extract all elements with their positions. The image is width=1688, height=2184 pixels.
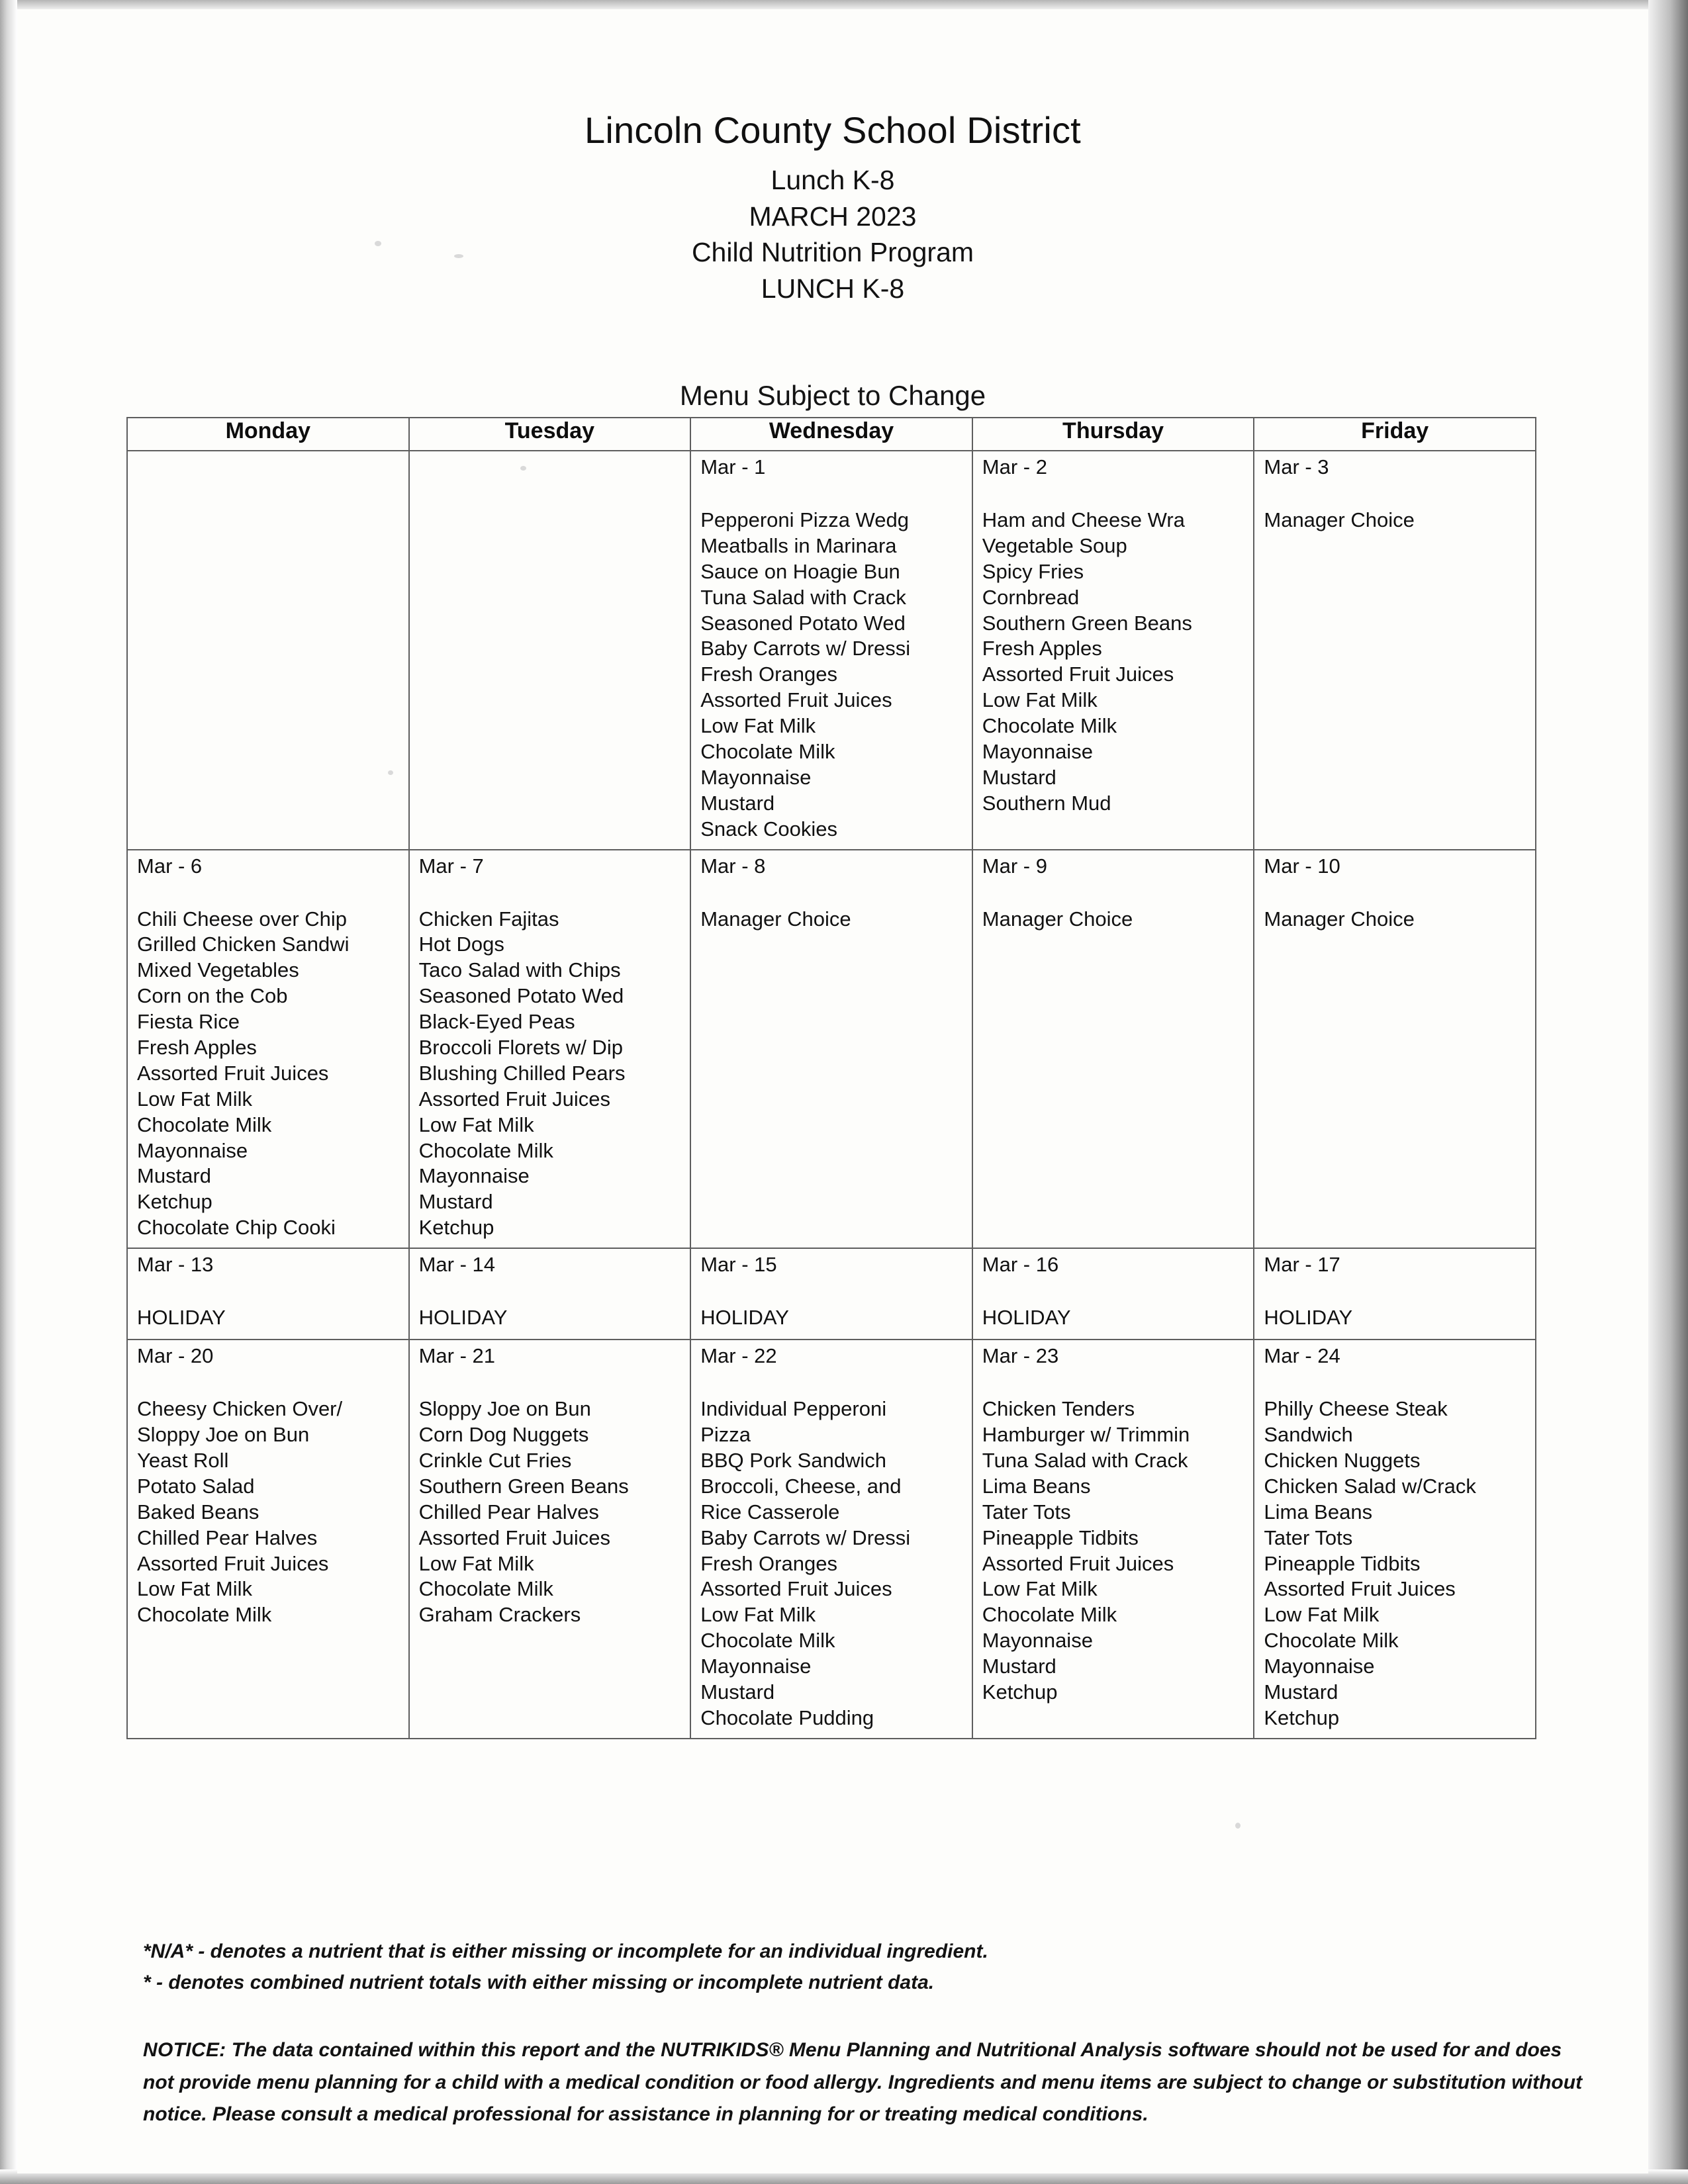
menu-day-date: Mar - 1 — [700, 455, 766, 478]
menu-day-cell — [409, 1248, 691, 1340]
menu-item: Chocolate Milk — [982, 1603, 1117, 1627]
menu-item: Chicken Nuggets — [1264, 1448, 1421, 1472]
menu-item: HOLIDAY — [137, 1306, 226, 1330]
menu-item: Assorted Fruit Juices — [982, 1551, 1174, 1575]
scan-speck — [1235, 1823, 1241, 1829]
menu-day-date: Mar - 13 — [137, 1253, 214, 1277]
menu-item: Chocolate Milk — [418, 1577, 553, 1601]
menu-item: Chocolate Milk — [982, 714, 1117, 738]
menu-day-cell — [409, 1340, 691, 1739]
menu-item: Graham Crackers — [418, 1603, 581, 1627]
menu-item: Spicy Fries — [982, 559, 1084, 583]
menu-item: Low Fat Milk — [982, 688, 1098, 712]
menu-item: Chocolate Milk — [700, 740, 835, 764]
menu-day-cell-inner — [410, 451, 690, 463]
menu-day-date: Mar - 24 — [1264, 1344, 1340, 1368]
menu-item-list — [1264, 1396, 1535, 1731]
menu-item: Chocolate Milk — [700, 1629, 835, 1653]
menu-item: Fresh Apples — [982, 637, 1102, 660]
menu-item-list — [137, 1305, 408, 1331]
menu-item: Assorted Fruit Juices — [418, 1525, 611, 1549]
menu-item-list — [982, 907, 1254, 933]
menu-item: HOLIDAY — [982, 1306, 1071, 1330]
menu-day-date: Mar - 17 — [1264, 1253, 1340, 1277]
menu-item: Mustard — [137, 1164, 211, 1188]
menu-item-list — [982, 508, 1254, 817]
menu-item: Chocolate Milk — [137, 1603, 272, 1627]
menu-item: Ketchup — [418, 1216, 494, 1240]
menu-item: Southern Green Beans — [418, 1474, 629, 1498]
menu-day-date: Mar - 22 — [700, 1344, 777, 1368]
menu-item-list — [137, 907, 408, 1242]
menu-item: Low Fat Milk — [137, 1087, 252, 1111]
paper-surface — [17, 9, 1648, 2173]
menu-item: Chicken Fajitas — [418, 907, 559, 931]
footnote-na: *N/A* - denotes a nutrient that is either missing or incomplete for an individual ingredient. — [143, 1940, 988, 1962]
menu-item: Manager Choice — [1264, 907, 1415, 931]
menu-item: Fresh Apples — [137, 1036, 257, 1060]
menu-day-cell-inner — [1254, 850, 1535, 939]
subtitle-lunch-grade-caps: LUNCH K-8 — [761, 273, 905, 304]
menu-item: Ketchup — [982, 1680, 1058, 1704]
menu-item: Grilled Chicken Sandwi — [137, 933, 350, 956]
menu-item: Chocolate Milk — [1264, 1629, 1399, 1653]
scan-edge-right — [1648, 0, 1688, 2184]
menu-item: Mustard — [418, 1190, 493, 1214]
menu-item: HOLIDAY — [1264, 1306, 1353, 1330]
menu-item: Mayonnaise — [1264, 1655, 1375, 1678]
menu-day-cell-inner — [1254, 1249, 1535, 1338]
menu-item-list — [1264, 1305, 1535, 1331]
menu-item: Mustard — [982, 1655, 1056, 1678]
menu-day-cell — [690, 451, 972, 850]
column-header-monday: Monday — [127, 418, 409, 451]
menu-day-date: Mar - 8 — [700, 854, 766, 878]
menu-item: Low Fat Milk — [418, 1551, 534, 1575]
menu-day-cell-inner — [128, 451, 408, 463]
menu-day-cell — [972, 1248, 1254, 1340]
menu-day-cell — [690, 1248, 972, 1340]
subtitle-month-year: MARCH 2023 — [749, 201, 917, 232]
menu-item: Southern Mud — [982, 791, 1111, 815]
menu-day-cell-inner — [973, 451, 1254, 823]
menu-item: Chilled Pear Halves — [137, 1525, 318, 1549]
menu-item: Seasoned Potato Wed — [418, 984, 624, 1008]
menu-day-cell — [409, 850, 691, 1249]
menu-item: Chicken Salad w/Crack — [1264, 1474, 1476, 1498]
menu-day-date: Mar - 23 — [982, 1344, 1059, 1368]
menu-item: Low Fat Milk — [982, 1577, 1098, 1601]
menu-item-list — [419, 1396, 690, 1628]
menu-item: Sandwich — [1264, 1423, 1353, 1447]
menu-item: Individual Pepperoni — [700, 1397, 887, 1421]
menu-day-cell — [127, 850, 409, 1249]
footnotes-block — [143, 1936, 1586, 1998]
menu-item: Vegetable Soup — [982, 533, 1127, 557]
menu-day-cell-inner — [973, 850, 1254, 939]
menu-item: Ketchup — [1264, 1706, 1340, 1729]
menu-item-list — [700, 508, 972, 842]
menu-item-list — [700, 1305, 972, 1331]
menu-day-cell — [690, 850, 972, 1249]
menu-item: Meatballs in Marinara — [700, 533, 897, 557]
menu-day-date: Mar - 9 — [982, 854, 1047, 878]
notice-block — [143, 2034, 1586, 2131]
menu-item: Corn Dog Nuggets — [418, 1423, 589, 1447]
menu-day-cell-inner — [128, 1340, 408, 1635]
menu-item-list — [982, 1305, 1254, 1331]
menu-item: Broccoli, Cheese, and — [700, 1474, 902, 1498]
menu-item: Assorted Fruit Juices — [137, 1061, 329, 1085]
menu-item: Mustard — [982, 765, 1056, 789]
menu-day-cell — [972, 1340, 1254, 1739]
menu-day-date: Mar - 10 — [1264, 854, 1340, 878]
menu-item-list — [700, 1396, 972, 1731]
menu-item-list — [1264, 508, 1535, 533]
menu-item: Fresh Oranges — [700, 662, 837, 686]
menu-item: Taco Salad with Chips — [418, 958, 621, 982]
menu-day-date: Mar - 21 — [418, 1344, 496, 1368]
menu-item: Chicken Tenders — [982, 1397, 1135, 1421]
menu-item: Hot Dogs — [418, 933, 504, 956]
menu-item: Mayonnaise — [982, 740, 1093, 764]
menu-item: Sauce on Hoagie Bun — [700, 559, 900, 583]
menu-item: Broccoli Florets w/ Dip — [418, 1036, 623, 1060]
menu-item: Ham and Cheese Wra — [982, 508, 1185, 531]
menu-day-cell-inner — [1254, 451, 1535, 540]
column-header-wednesday: Wednesday — [690, 418, 972, 451]
menu-item: Blushing Chilled Pears — [418, 1061, 626, 1085]
menu-item: Tuna Salad with Crack — [982, 1448, 1188, 1472]
menu-day-cell — [127, 1248, 409, 1340]
menu-item: Mayonnaise — [137, 1138, 248, 1162]
menu-item-list — [700, 907, 972, 933]
menu-item: Mayonnaise — [700, 765, 812, 789]
menu-item: Lima Beans — [982, 1474, 1091, 1498]
menu-item: Pineapple Tidbits — [982, 1525, 1139, 1549]
menu-item: Manager Choice — [1264, 508, 1415, 531]
menu-item: Manager Choice — [700, 907, 851, 931]
scan-edge-left — [0, 0, 17, 2184]
menu-item: Chocolate Milk — [137, 1113, 272, 1136]
menu-item: Philly Cheese Steak — [1264, 1397, 1448, 1421]
menu-item: Tater Tots — [1264, 1525, 1353, 1549]
menu-day-cell-inner — [691, 451, 972, 849]
menu-day-date: Mar - 6 — [137, 854, 203, 878]
menu-subject-to-change-note: Menu Subject to Change — [679, 380, 986, 411]
menu-item: Hamburger w/ Trimmin — [982, 1423, 1190, 1447]
column-header-thursday: Thursday — [972, 418, 1254, 451]
page-title: Lincoln County School District — [585, 109, 1081, 151]
subtitle-lunch-grade: Lunch K-8 — [771, 165, 895, 195]
menu-item: Potato Salad — [137, 1474, 255, 1498]
menu-item: Assorted Fruit Juices — [137, 1551, 329, 1575]
menu-day-date: Mar - 14 — [418, 1253, 496, 1277]
menu-item: Mustard — [700, 791, 775, 815]
menu-item: Sloppy Joe on Bun — [418, 1397, 591, 1421]
menu-item: BBQ Pork Sandwich — [700, 1448, 887, 1472]
menu-item: Low Fat Milk — [700, 714, 816, 738]
menu-item: Chocolate Pudding — [700, 1706, 874, 1729]
menu-day-cell-inner — [691, 1340, 972, 1738]
menu-item: Snack Cookies — [700, 817, 837, 841]
menu-item: Tater Tots — [982, 1500, 1071, 1524]
menu-day-cell-inner — [128, 1249, 408, 1338]
menu-day-date: Mar - 3 — [1264, 455, 1329, 478]
menu-item: Sloppy Joe on Bun — [137, 1423, 310, 1447]
menu-day-date: Mar - 15 — [700, 1253, 777, 1277]
notice-label: NOTICE: — [143, 2039, 226, 2061]
menu-day-cell — [127, 1340, 409, 1739]
menu-day-cell-inner — [410, 1340, 690, 1635]
menu-day-cell-inner — [691, 1249, 972, 1338]
menu-item: Mustard — [700, 1680, 775, 1704]
menu-week-row — [127, 451, 1536, 850]
menu-item: Fresh Oranges — [700, 1551, 837, 1575]
document-header — [17, 109, 1648, 306]
menu-item: Chilled Pear Halves — [418, 1500, 599, 1524]
menu-day-date: Mar - 16 — [982, 1253, 1059, 1277]
menu-day-cell — [972, 850, 1254, 1249]
menu-day-cell — [972, 451, 1254, 850]
menu-day-cell — [1254, 451, 1536, 850]
menu-day-cell — [1254, 850, 1536, 1249]
menu-item: Chocolate Chip Cooki — [137, 1216, 336, 1240]
menu-item: Low Fat Milk — [700, 1603, 816, 1627]
menu-item: Low Fat Milk — [137, 1577, 252, 1601]
menu-day-cell-inner — [410, 850, 690, 1248]
menu-item: Corn on the Cob — [137, 984, 288, 1008]
menu-item: Baby Carrots w/ Dressi — [700, 1525, 911, 1549]
menu-item-list — [137, 1396, 408, 1628]
menu-week-row — [127, 1340, 1536, 1739]
menu-day-cell — [127, 451, 409, 850]
menu-item-list — [1264, 907, 1535, 933]
menu-item: Mayonnaise — [700, 1655, 812, 1678]
menu-item: Ketchup — [137, 1190, 212, 1214]
menu-day-date: Mar - 7 — [418, 854, 484, 878]
menu-item: Lima Beans — [1264, 1500, 1373, 1524]
menu-item: Mayonnaise — [982, 1629, 1093, 1653]
menu-item: Mayonnaise — [418, 1164, 530, 1188]
menu-day-cell — [409, 451, 691, 850]
menu-day-cell — [1254, 1340, 1536, 1739]
table-header-row — [127, 418, 1536, 451]
menu-item: Cheesy Chicken Over/ — [137, 1397, 343, 1421]
menu-item: Assorted Fruit Juices — [418, 1087, 611, 1111]
menu-item: Yeast Roll — [137, 1448, 229, 1472]
menu-item: Chili Cheese over Chip — [137, 907, 348, 931]
menu-item: Low Fat Milk — [418, 1113, 534, 1136]
footnote-star: * - denotes combined nutrient totals with either missing or incomplete nutrient data. — [143, 1971, 935, 1993]
menu-day-cell-inner — [410, 1249, 690, 1338]
menu-item: Chocolate Milk — [418, 1138, 553, 1162]
menu-item: Pepperoni Pizza Wedg — [700, 508, 909, 531]
notice-text: The data contained within this report and the NUTRIKIDS® Menu Planning and Nutritional Analysis software should not be used for and does not provide menu planning for a child with a medical condition or food allergy. Ingredients and menu items are subject to change or substitution without notice. Please consult a medical professional for assistance in planning for or treating medical conditions. — [143, 2039, 1583, 2126]
menu-day-cell-inner — [691, 850, 972, 939]
menu-item: Assorted Fruit Juices — [700, 1577, 892, 1601]
subtitle-program: Child Nutrition Program — [691, 237, 974, 268]
menu-calendar-table — [126, 417, 1536, 1739]
column-header-friday: Friday — [1254, 418, 1536, 451]
menu-item-list — [419, 1305, 690, 1331]
menu-day-cell — [1254, 1248, 1536, 1340]
menu-item: Baked Beans — [137, 1500, 259, 1524]
menu-day-date: Mar - 2 — [982, 455, 1047, 478]
menu-week-row — [127, 1248, 1536, 1340]
menu-day-cell-inner — [973, 1249, 1254, 1338]
menu-item: HOLIDAY — [700, 1306, 789, 1330]
menu-item: HOLIDAY — [418, 1306, 508, 1330]
menu-item: Southern Green Beans — [982, 611, 1192, 635]
menu-table-head — [127, 418, 1536, 451]
menu-day-cell-inner — [128, 850, 408, 1248]
menu-item: Low Fat Milk — [1264, 1603, 1380, 1627]
menu-item: Assorted Fruit Juices — [700, 688, 892, 712]
menu-item: Assorted Fruit Juices — [982, 662, 1174, 686]
menu-item: Pizza — [700, 1423, 751, 1447]
menu-week-row — [127, 850, 1536, 1249]
menu-table-body — [127, 451, 1536, 1739]
menu-item: Crinkle Cut Fries — [418, 1448, 572, 1472]
menu-item: Manager Choice — [982, 907, 1133, 931]
menu-day-cell — [690, 1340, 972, 1739]
menu-item-list — [982, 1396, 1254, 1706]
menu-item: Rice Casserole — [700, 1500, 840, 1524]
menu-item: Mixed Vegetables — [137, 958, 299, 982]
menu-item: Mustard — [1264, 1680, 1338, 1704]
menu-item-list — [419, 907, 690, 1242]
menu-table-wrapper — [126, 417, 1536, 1739]
column-header-tuesday: Tuesday — [409, 418, 691, 451]
menu-item: Black-Eyed Peas — [418, 1010, 575, 1034]
menu-item: Seasoned Potato Wed — [700, 611, 906, 635]
menu-item: Pineapple Tidbits — [1264, 1551, 1421, 1575]
menu-item: Assorted Fruit Juices — [1264, 1577, 1456, 1601]
menu-item: Fiesta Rice — [137, 1010, 240, 1034]
menu-day-date: Mar - 20 — [137, 1344, 214, 1368]
menu-day-cell-inner — [973, 1340, 1254, 1712]
menu-day-cell-inner — [1254, 1340, 1535, 1738]
menu-item: Cornbread — [982, 585, 1080, 609]
menu-item: Tuna Salad with Crack — [700, 585, 906, 609]
menu-item: Baby Carrots w/ Dressi — [700, 637, 911, 660]
